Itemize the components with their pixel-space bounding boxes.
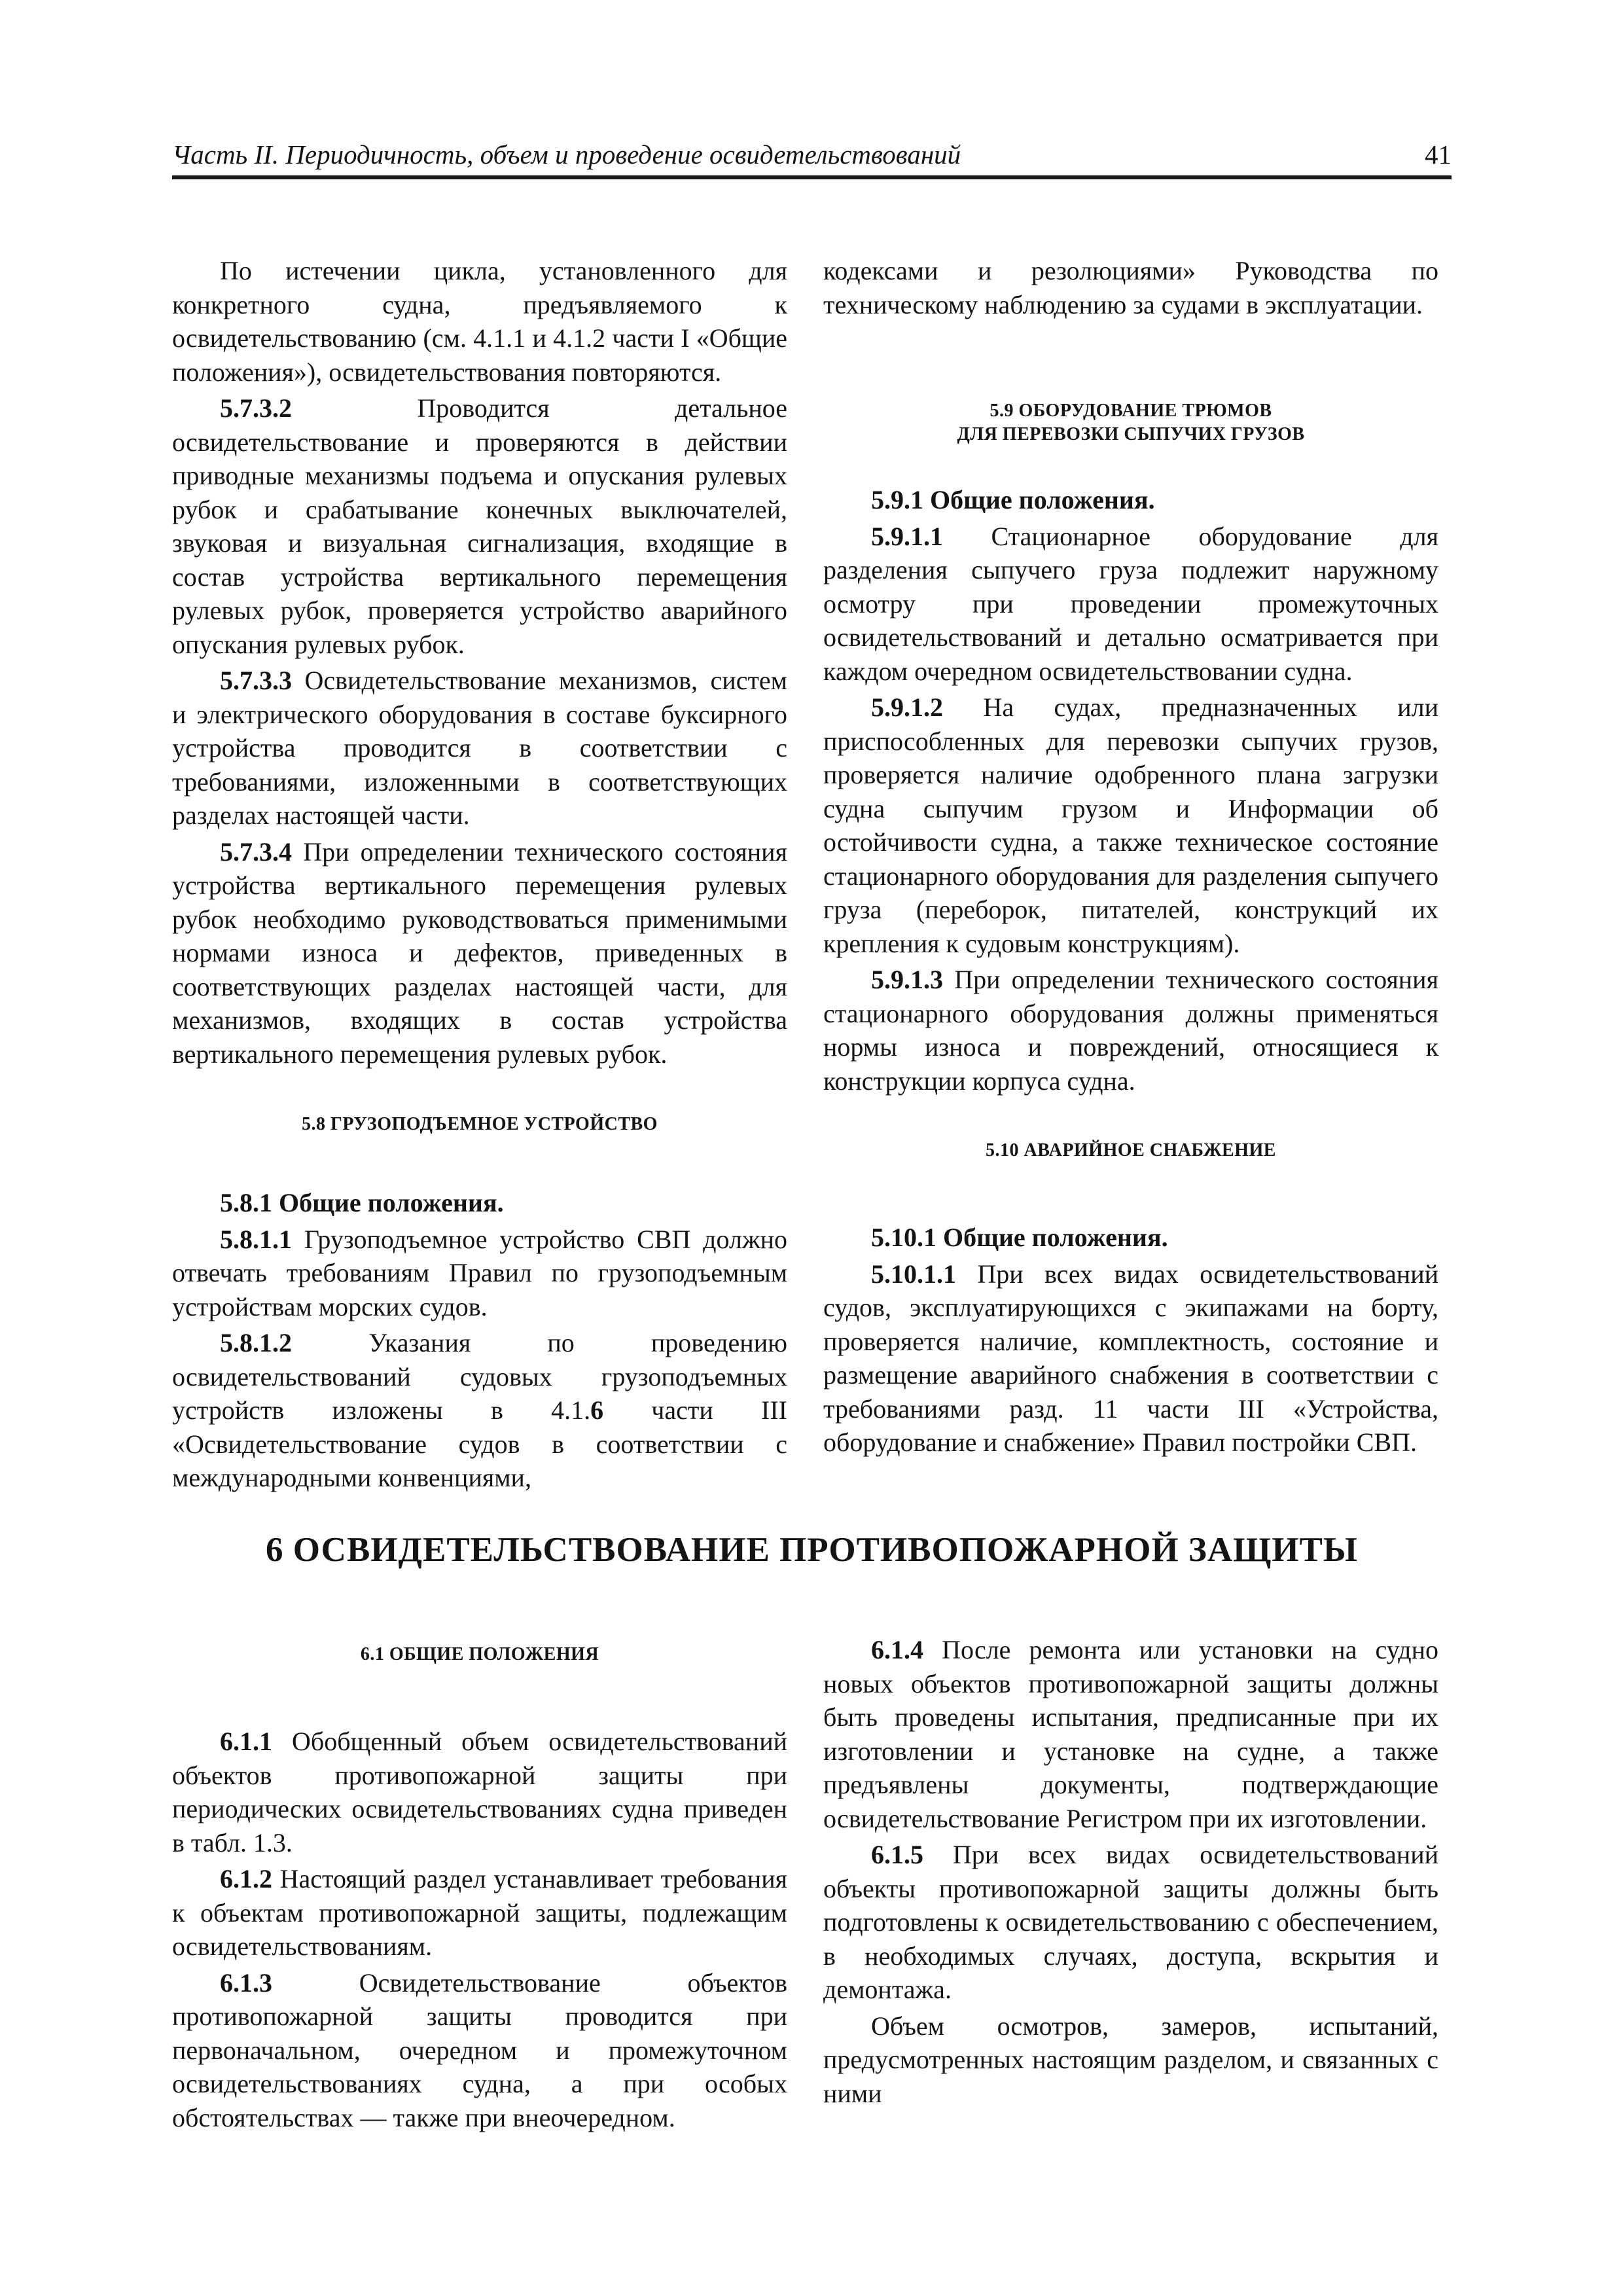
paragraph-6-1-1: 6.1.1 Обобщенный объем освидетельствований объектов противопожарной защиты при периодических освидетельствованиях судна приведен в табл. 1.3.	[172, 1727, 787, 1857]
clause-number: 6.1.2	[220, 1864, 272, 1893]
paragraph-5-9-1-2: 5.9.1.2 На судах, предназначенных или приспособленных для перевозки сыпучих грузов, проверяется наличие одобренного плана загрузки судна сыпучим грузом и Информации об остойчивости судна, а также техническое состояние стационарного оборудования для разделения сыпучего груза (переборок, питателей, конструкций их крепления к судовым конструкциям).	[823, 692, 1438, 958]
clause-number: 5.10.1.1	[871, 1259, 956, 1289]
paragraph: кодексами и резолюциями» Руководства по техническому наблюдению за судами в эксплуатации.	[823, 256, 1438, 319]
clause-number: 5.8.1.1	[220, 1224, 292, 1254]
section-heading-5-8: 5.8 ГРУЗОПОДЪЕМНОЕ УСТРОЙСТВО	[302, 1114, 658, 1134]
section-heading-5-9: 5.9 ОБОРУДОВАНИЕ ТРЮМОВ ДЛЯ ПЕРЕВОЗКИ СЫПУЧИХ ГРУЗОВ	[957, 401, 1305, 444]
paragraph-5-8-1-2: 5.8.1.2 Указания по проведению освидетельствований судовых грузоподъемных устройств изложены в 4.1.6 части III «Освидетельствование судов в соответствии с международными конвенциями,	[172, 1328, 787, 1492]
clause-number: 6.1.3	[220, 1967, 272, 1998]
section-heading-5-10: 5.10 АВАРИЙНОЕ СНАБЖЕНИЕ	[986, 1140, 1276, 1160]
paragraph-5-9-1-3: 5.9.1.3 При определении технического состояния стационарного оборудования должны применяться нормы износа и повреждений, относящиеся к конструкции корпуса судна.	[823, 965, 1438, 1096]
paragraph-5-7-3-4: 5.7.3.4 При определении технического состояния устройства вертикального перемещения рулевых рубок необходимо руководствоваться применимыми нормами износа и дефектов, приведенных в соответствующих разделах настоящей части, для механизмов, входящих в состав устройства вертикального перемещения рулевых рубок.	[172, 836, 787, 1069]
clause-number: 5.8.1.2	[220, 1328, 292, 1357]
clause-number: 5.9.1.3	[871, 965, 943, 994]
clause-number: 5.9.1.2	[871, 692, 943, 722]
paragraph-5-9-1-1: 5.9.1.1 Стационарное оборудование для разделения сыпучего груза подлежит наружному осмотру при проведении промежуточных освидетельствований и детально осматривается при каждом очередном освидетельствовании судна.	[823, 521, 1438, 686]
clause-number: 6.1.1	[220, 1727, 272, 1756]
clause-number: 6.1.5	[871, 1840, 923, 1869]
paragraph-6-1-3: 6.1.3 Освидетельствование объектов противопожарной защиты проводится при первоначальном, очередном и промежуточном освидетельствованиях судна, а при особых обстоятельствах — также при внеочередном.	[172, 1967, 787, 2132]
paragraph-6-1-4: 6.1.4 После ремонта или установки на судно новых объектов противопожарной защиты должны быть проведены испытания, предписанные при их изготовлении и установке на судне, а также предъявлены документы, подтверждающие освидетельствование Регистром при их изготовлении.	[823, 1635, 1438, 1833]
section-heading-6-1: 6.1 ОБЩИЕ ПОЛОЖЕНИЯ	[360, 1644, 599, 1664]
subsection-heading-5-8-1: 5.8.1 Общие положения.	[220, 1188, 504, 1217]
chapter-6-title: 6 ОСВИДЕТЕЛЬСТВОВАНИЕ ПРОТИВОПОЖАРНОЙ ЗАЩИТЫ	[266, 1531, 1358, 1569]
subsection-heading-5-10-1: 5.10.1 Общие положения.	[871, 1223, 1168, 1252]
section-6-1-right-text	[823, 1633, 1438, 2110]
right-top-text	[823, 254, 1438, 321]
paragraph: По истечении цикла, установленного для конкретного судна, предъявляемого к освидетельствованию (см. 4.1.1 и 4.1.2 части I «Общие положения»), освидетельствования повторяются.	[172, 256, 787, 387]
clause-number: 6.1.4	[871, 1635, 923, 1664]
page-number: 41	[1425, 139, 1452, 170]
clause-number: 5.7.3.2	[220, 393, 292, 423]
section-5-10-text	[823, 1221, 1438, 1460]
paragraph: Объем осмотров, замеров, испытаний, предусмотренных настоящим разделом, и связанных с ними	[823, 2011, 1438, 2108]
clause-number: 5.9.1.1	[871, 521, 943, 551]
paragraph-6-1-5: 6.1.5 При всех видах освидетельствований объекты противопожарной защиты должны быть подготовлены к освидетельствованию с обеспечением, в необходимых случаях, доступа, вскрытия и демонтажа.	[823, 1840, 1438, 2004]
paragraph-5-10-1-1: 5.10.1.1 При всех видах освидетельствований судов, эксплуатирующихся с экипажами на борту, проверяется наличие, комплектность, состояние и размещение аварийного снабжения в соответствии с требованиями разд. 11 части III «Устройства, оборудование и снабжение» Правил постройки СВП.	[823, 1259, 1438, 1457]
paragraph-6-1-2: 6.1.2 Настоящий раздел устанавливает требования к объектам противопожарной защиты, подлежащим освидетельствованиям.	[172, 1864, 787, 1961]
paragraph-5-7-3-2: 5.7.3.2 Проводится детальное освидетельствование и проверяются в действии приводные механизмы подъема и опускания рулевых рубок и срабатывание конечных выключателей, звуковая и визуальная сигнализация, входящие в состав устройства вертикального перемещения рулевых рубок, проверяется устройство аварийного опускания рулевых рубок.	[172, 393, 787, 659]
clause-number: 5.7.3.4	[220, 836, 292, 867]
paragraph-5-8-1-1: 5.8.1.1 Грузоподъемное устройство СВП должно отвечать требованиям Правил по грузоподъемным устройствам морских судов.	[172, 1224, 787, 1321]
header-title: Часть II. Периодичность, объем и проведение освидетельствований	[172, 139, 961, 170]
section-5-9-text	[823, 483, 1438, 1098]
running-header	[172, 136, 1452, 179]
subsection-heading-5-9-1: 5.9.1 Общие положения.	[871, 485, 1155, 514]
clause-number: 5.7.3.3	[220, 666, 292, 695]
section-5-8-text	[172, 1186, 787, 1495]
section-6-1-left-text	[172, 1725, 787, 2134]
left-top-text	[172, 254, 787, 1071]
paragraph-5-7-3-3: 5.7.3.3 Освидетельствование механизмов, систем и электрического оборудования в составе буксирного устройства проводится в соответствии с требованиями, изложенными в соответствующих разделах настоящей части.	[172, 666, 787, 830]
